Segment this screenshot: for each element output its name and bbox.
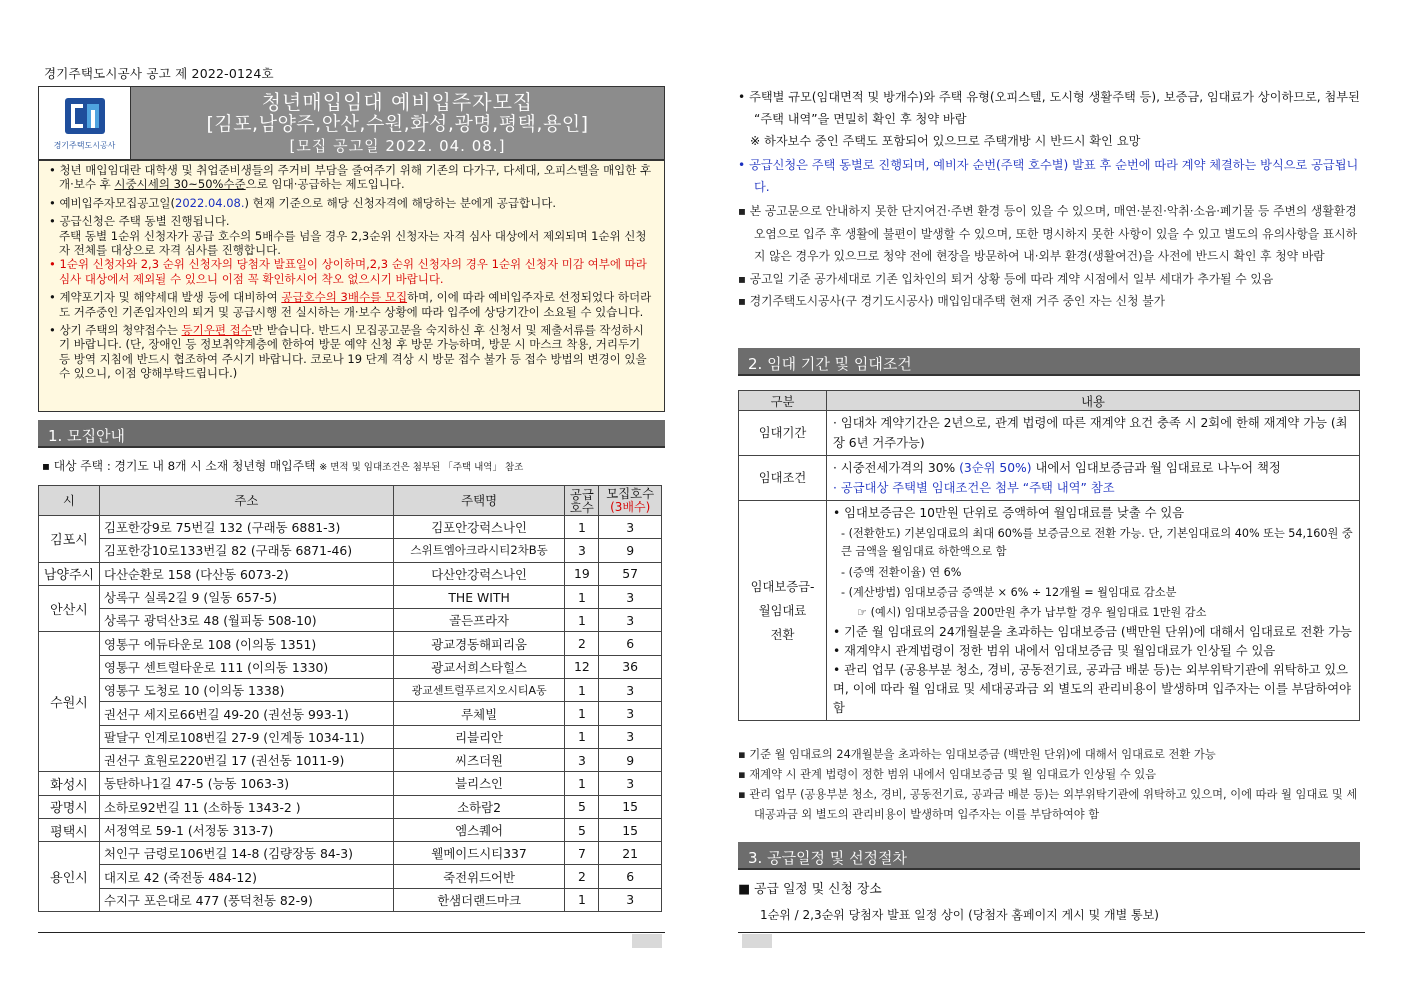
col-address: 주소	[99, 486, 393, 516]
table-row: 남양주시 다산순환로 158 (다산동 6073-2) 다산안강럭스나인 19 57	[39, 562, 662, 585]
table-row: 수원시 영통구 에듀타운로 108 (이의동 1351) 광교경동해피리움 2 6	[39, 632, 662, 655]
main-title: 청년매입임대 예비입주자모집	[261, 89, 534, 114]
table-row: 용인시 처인구 금령로106번길 14-8 (김량장동 84-3) 웰메이드시티337 7 21	[39, 842, 662, 865]
intro-p4: • 1순위 신청자와 2,3 순위 신청자의 당첨자 발표일이 상이하며,2,3 순위 신청자의 경우 1순위 신청자 미감 여부에 따라 심사 대상에서 제외될 수 있으니 이점 꼭 확인하시어 착오 없으시기 바랍니다.	[49, 257, 647, 286]
bullet-vacant-units: ▪ 공고일 기준 공가세대로 기존 입차인의 퇴거 상황 등에 따라 계약 시점에서 일부 세대가 추가될 수 있음	[738, 271, 1274, 286]
right-bullets-top	[738, 86, 1366, 313]
table-row: 평택시 서정역로 59-1 (서정동 313-7) 엠스퀘어 5 15	[39, 818, 662, 841]
table-row: 상록구 광덕산3로 48 (월피동 508-10) 골든프라자 1 3	[39, 609, 662, 632]
logo	[39, 87, 131, 159]
intro-p3: • 공급신청은 주택 동별 진행됩니다.	[49, 214, 230, 229]
table-row: 안산시 상록구 실록2길 9 (일동 657-5) THE WITH 1 3	[39, 585, 662, 608]
title-header	[38, 86, 665, 160]
bullet-supply-method: • 공급신청은 주택 동별로 진행되며, 예비자 순번(주택 호수별) 발표 후 순번에 따라 계약 체결하는 방식으로 공급됩니다.	[738, 158, 1359, 194]
schedule-line: 1순위 / 2,3순위 당첨자 발표 일정 상이 (당첨자 홈페이지 게시 및 개별 통보)	[760, 908, 1159, 922]
col-content: 내용	[827, 391, 1360, 411]
col-category: 구분	[739, 391, 827, 411]
table-row: 임대보증금- 월임대료 전환 • 임대보증금은 10만원 단위로 증액하여 월임대료를 낮출 수 있음 - (전환한도) 기본임대료의 최대 60%를 보증금으로 전환 가능. 단, 기본임대료의 40% 또는 54,160원 중 큰 금액을 월임대료 하한액으로 함 - (증액 전환이율) 연 6% - (계산방법) 임대보증금 증액분 × 6% ÷ 12개월 = 월임대료 감소분 ☞ (예시) 임대보증금을 200만원 추가 납부할 경우 월임대료 1만원 감소 • 기준 월 임대료의 24개월분을 초과하는 임대보증금 (백만원 단위)에 대해서 임대료로 전환 가능 • 재계약시 관계법령이 정한 범위 내에서 임대보증금 및 월임대료가 인상될 수 있음 • 관리 업무 (공용부분 청소, 경비, 공동전기료, 공과금 배분 등)는 외부위탁기관에 위탁하고 있으며, 이에 따라 월 임대료 및 세대공과금 외 별도의 관리비용이 발생하며 입주자는 이를 부담하여야 함	[739, 501, 1360, 721]
table-header-row	[739, 391, 1360, 411]
target-housing-line: ▪ 대상 주택 : 경기도 내 8개 시 소재 청년형 매입주택 ※ 면적 및 임대조건은 첨부된 「주택 내역」 참조	[42, 459, 524, 473]
announce-date: [모집 공고일 2022. 04. 08.]	[289, 136, 506, 155]
section-2-header: 2. 임대 기간 및 임대조건	[738, 348, 1360, 376]
table-row: 수지구 포은대로 477 (풍덕천동 82-9) 한샘더랜드마크 1 3	[39, 888, 662, 911]
table-row: 팔달구 인계로108번길 27-9 (인계동 1034-11) 리블리안 1 3	[39, 725, 662, 748]
table-row: 광명시 소하로92번길 11 (소하동 1343-2 ) 소하람2 5 15	[39, 795, 662, 818]
table-row: 영통구 도청로 10 (이의동 1338) 광교센트럴푸르지오시티A동 1 3	[39, 679, 662, 702]
logo-text: 경기주택도시공사	[53, 141, 116, 150]
notice-number: 경기주택도시공사 공고 제 2022-0124호	[44, 66, 274, 81]
left-footer-rule	[38, 932, 665, 933]
table-row: 대지로 42 (죽전동 484-12) 죽전위드어반 2 6	[39, 865, 662, 888]
table-row: 권선구 효원로220번길 17 (권선동 1011-9) 씨즈더원 3 9	[39, 748, 662, 771]
intro-p3b: 주택 동별 1순위 신청자가 공급 호수의 5배수를 넘을 경우 2,3순위 신청자는 자격 심사 대상에서 제외되며 1순위 신청자 전체를 대상으로 자격 심사를 진행합니다.	[59, 228, 647, 258]
note-24-months: ▪ 기준 월 임대료의 24개월분을 초과하는 임대보증금 (백만원 단위)에 대해서 임대료로 전환 가능	[738, 748, 1216, 761]
note-renewal: ▪ 재계약 시 관계 법령이 정한 범위 내에서 임대보증금 및 월 임대료가 인상될 수 있음	[738, 768, 1157, 781]
table-row: 김포시 김포한강9로 75번길 132 (구래동 6881-3) 김포안강럭스나인 1 3	[39, 516, 662, 539]
table-row: 김포한강10로133번길 82 (구래동 6871-46) 스위트엠아크라시티2차B동 3 9	[39, 539, 662, 562]
section-3-header: 3. 공급일정 및 선정절차	[738, 842, 1360, 870]
bullet-housing-size: • 주택별 규모(임대면적 및 방개수)와 주택 유형(오피스텔, 도시형 생활주택 등), 보증금, 임대료가 상이하므로, 첨부된 “주택 내역”을 면밀히 확인 후 청약 바람	[738, 90, 1360, 126]
section-1-header: 1. 모집안내	[38, 420, 665, 448]
table-row: 화성시 동탄하나1길 47-5 (능동 1063-3) 블리스인 1 3	[39, 772, 662, 795]
region-list: [김포,남양주,안산,수원,화성,광명,평택,용인]	[206, 112, 589, 135]
housing-table	[38, 485, 662, 912]
right-bullets-notes	[738, 745, 1366, 825]
schedule-heading: ■ 공급 일정 및 신청 장소	[738, 882, 882, 897]
note-management: ▪ 관리 업무 (공용부분 청소, 경비, 공동전기료, 공과금 배분 등)는 외부위탁기관에 위탁하고 있으며, 이에 따라 월 임대료 및 세대공과금 외 별도의 관리비용이 발생하며 입주자는 이를 부담하여야 함	[738, 788, 1358, 821]
col-recruit: 모집호수 (3배수)	[599, 486, 662, 516]
intro-p5: • 계약포기자 및 해약세대 발생 등에 대비하여 공급호수의 3배수를 모집하며, 이에 따라 예비입주자로 선정되었다 하더라도 거주중인 기존입자인의 퇴거 및 공급시행 전 실시하는 개·보수 상황에 따라 입주에 상당기간이 소요될 수 있습니다.	[49, 290, 652, 319]
intro-p6: • 상기 주택의 청약접수는 등기우편 접수만 받습니다. 반드시 모집공고문을 숙지하신 후 신청서 및 제출서류를 작성하시기 바랍니다. (단, 장애인 등 정보취약계층에 한하여 방문 예약 신청 후 방문 가능하며, 방문 시 마스크 착용, 거리두기 등 방역 지침에 반드시 협조하여 주시기 바랍니다. 코로나 19 단계 격상 시 방문 접수 불가 등 접수 방법의 변경이 있을 수 있으니, 이점 양해부탁드립니다.)	[49, 323, 647, 381]
table-header-row	[39, 486, 662, 516]
bullet-repair-note: ※ 하자보수 중인 주택도 포함되어 있으므로 주택개방 시 반드시 확인 요망	[750, 134, 1141, 148]
table-row: 권선구 세지로66번길 49-20 (권선동 993-1) 루체빌 1 3	[39, 702, 662, 725]
col-supply: 공급 호수	[565, 486, 599, 516]
right-page-tab	[742, 934, 772, 948]
intro-p1: • 청년 매입임대란 대학생 및 취업준비생들의 주거비 부담을 줄여주기 위해 기존의 다가구, 다세대, 오피스텔을 매입한 후 개·보수 후 시중시세의 30~50%수준으로 임대·공급하는 제도입니다.	[49, 163, 652, 192]
right-footer-rule	[738, 932, 1365, 933]
title-block	[131, 87, 664, 159]
col-city: 시	[39, 486, 100, 516]
col-housing-name: 주택명	[393, 486, 565, 516]
left-page-tab	[632, 934, 662, 948]
lease-conditions-table	[738, 390, 1360, 721]
table-row: 영통구 센트럴타운로 111 (이의동 1330) 광교서희스타힐스 12 36	[39, 655, 662, 678]
bullet-not-eligible: ▪ 경기주택도시공사(구 경기도시공사) 매입임대주택 현재 거주 중인 자는 신청 불가	[738, 294, 1166, 308]
intro-notice-box	[38, 160, 665, 412]
table-row: 임대조건 · 시중전세가격의 30% (3순위 50%) 내에서 임대보증금과 월 임대료로 나누어 책정 · 공급대상 주택별 임대조건은 첨부 “주택 내역” 참조	[739, 456, 1360, 501]
table-row: 임대기간 · 임대차 계약기간은 2년으로, 관계 법령에 따른 재계약 요건 충족 시 2회에 한해 재계약 가능 (최장 6년 거주가능)	[739, 411, 1360, 456]
intro-p2: • 예비입주자모집공고일(2022.04.08.) 현재 기준으로 해당 신청자격에 해당하는 분에게 공급합니다.	[49, 195, 556, 210]
gh-logo-icon	[62, 95, 108, 137]
bullet-environment: ▪ 본 공고문으로 안내하지 못한 단지여건·주변 환경 등이 있을 수 있으며, 매연·분진·악취·소음·폐기물 등 주변의 생활환경 오염으로 입주 후 생활에 불편이 발생할 수 있으며, 또한 명시하지 못한 사항이 있을 수 있고 별도의 유의사항을 표시하지 않은 경우가 있으므로 청약 전에 현장을 방문하여 내·외부 환경(생활여건)을 사전에 반드시 확인 후 청약 바람	[738, 204, 1358, 263]
